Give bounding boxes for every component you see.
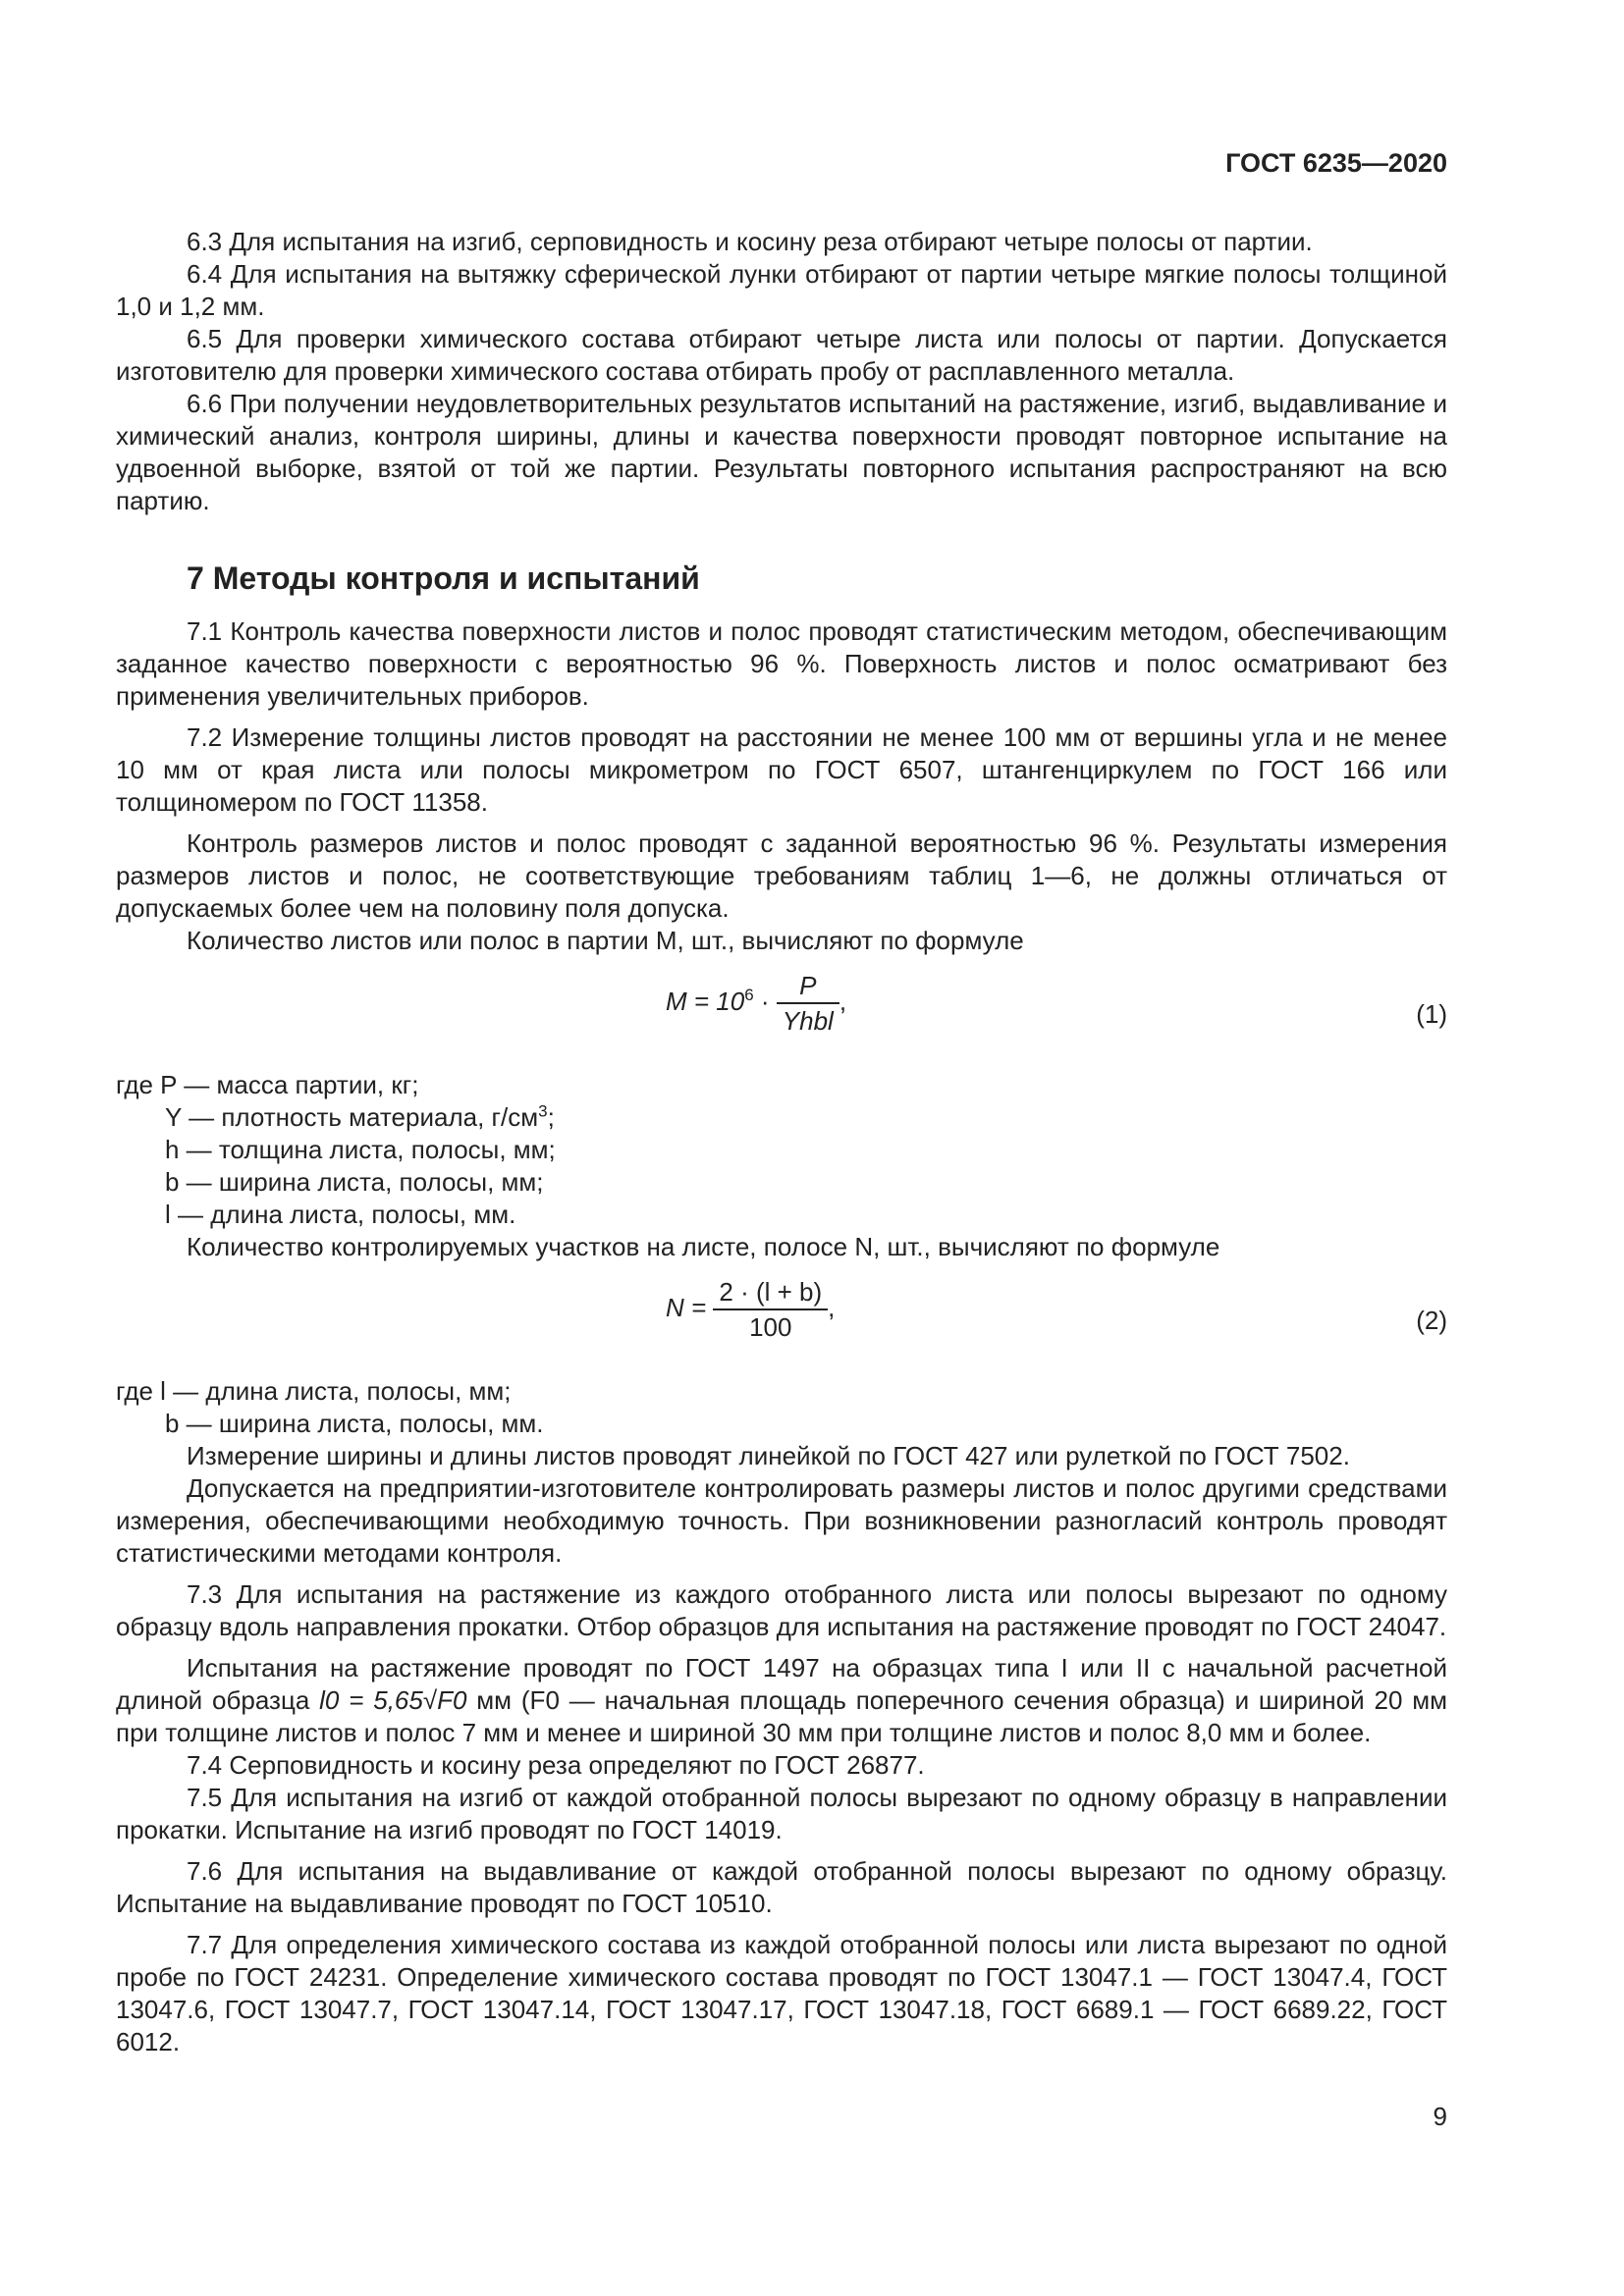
paragraph-width-measurement: Измерение ширины и длины листов проводят линейкой по ГОСТ 427 или рулеткой по ГОСТ 7502. <box>187 1441 1350 1470</box>
where-1-h: h — толщина листа, полосы, мм; <box>165 1135 556 1164</box>
where-1-b: b — ширина листа, полосы, мм; <box>165 1167 544 1197</box>
formula-2 <box>116 1277 1447 1363</box>
formula-2-fraction <box>713 1277 828 1342</box>
where-1-y-sup: 3 <box>538 1101 548 1121</box>
where-1-p: где P — масса партии, кг; <box>116 1070 419 1099</box>
paragraph-6-6: 6.6 При получении неудовлетворительных результатов испытаний на растяжение, изгиб, выдавливание и химический анализ, контроля ширины, длины и качества поверхности проводят повторное испытание на удвоенной выборке, взятой от той же партии. Результаты повторного испытания распространяют на всю партию. <box>116 389 1447 515</box>
count2-formula-intro: Количество контролируемых участков на листе, полосе N, шт., вычисляют по формуле <box>187 1232 1220 1261</box>
tension-test-end: мм (F0 — начальная площадь поперечного сечения образца) и шириной 20 мм при толщине листов и полос 7 мм и менее и шириной 30 мм при толщине листов и полос 8,0 мм и более. <box>116 1685 1447 1747</box>
formula-1-dot: · <box>753 986 777 1016</box>
tension-test-start: Испытания на растяжение проводят по ГОСТ 1497 на образцах типа I или II с начальной расчетной длиной образца <box>116 1653 1447 1715</box>
formula-1-numerator: P <box>777 971 839 1004</box>
gauge-length-formula: l0 = 5,65√F0 <box>319 1685 467 1715</box>
formula-1-lhs: M = 10 <box>666 986 745 1016</box>
paragraph-7-3-tension-test <box>116 1652 1447 1749</box>
paragraph-7-2-size-control: Контроль размеров листов и полос проводят с заданной вероятностью 96 %. Результаты измерения размеров листов и полос, не соответствующие требованиям таблиц 1—6, не должны отличаться от допускаемых более чем на половину поля допуска. <box>116 828 1447 923</box>
where-1-l: l — длина листа, полосы, мм. <box>165 1200 516 1229</box>
paragraph-7-5: 7.5 Для испытания на изгиб от каждой отобранной полосы вырезают по одному образцу в направлении прокатки. Испытание на изгиб проводят по ГОСТ 14019. <box>116 1783 1447 1844</box>
document-code-header: ГОСТ 6235—2020 <box>1225 148 1447 178</box>
where-1-y-tail: ; <box>547 1102 555 1132</box>
count-formula-intro: Количество листов или полос в партии M, шт., вычисляют по формуле <box>187 926 1024 955</box>
formula-2-numerator: 2 · (l + b) <box>713 1277 828 1310</box>
formula-2-expression <box>666 1277 835 1342</box>
page-content <box>116 226 1447 2058</box>
formula-1-denominator: Yhbl <box>782 1006 834 1036</box>
where-1-y-text: Y — плотность материала, г/см <box>165 1102 539 1132</box>
formula-1-exponent: 6 <box>744 986 754 1005</box>
paragraph-7-7: 7.7 Для определения химического состава из каждой отобранной полосы или листа вырезают по одной пробе по ГОСТ 24231. Определение химического состава проводят по ГОСТ 13047.1 — ГОСТ 13047.4, ГОСТ 13047.6, ГОСТ 13047.7, ГОСТ 13047.14, ГОСТ 13047.17, ГОСТ 13047.18, ГОСТ 6689.1 — ГОСТ 6689.22, ГОСТ 6012. <box>116 1930 1447 2056</box>
where-2-b: b — ширина листа, полосы, мм. <box>165 1409 544 1438</box>
section-7-heading: 7 Методы контроля и испытаний <box>187 561 700 596</box>
formula-1-fraction <box>777 971 839 1036</box>
where-2-l: где l — длина листа, полосы, мм; <box>116 1376 512 1406</box>
formula-1 <box>116 971 1447 1057</box>
paragraph-7-1: 7.1 Контроль качества поверхности листов и полос проводят статистическим методом, обеспечивающим заданное качество поверхности с вероятностью 96 %. Поверхность листов и полос осматривают без применения увеличительных приборов. <box>116 616 1447 711</box>
formula-1-number: (1) <box>1416 999 1447 1029</box>
formula-2-lhs: N = <box>666 1292 714 1322</box>
paragraph-7-3: 7.3 Для испытания на растяжение из каждого отобранного листа или полосы вырезают по одному образцу вдоль направления прокатки. Отбор образцов для испытания на растяжение проводят по ГОСТ 24047. <box>116 1579 1447 1641</box>
formula-1-expression <box>666 971 846 1036</box>
page-number: 9 <box>1433 2102 1447 2131</box>
paragraph-7-2: 7.2 Измерение толщины листов проводят на расстоянии не менее 100 мм от вершины угла и не менее 10 мм от края листа или полосы микрометром по ГОСТ 6507, штангенциркулем по ГОСТ 166 или толщиномером по ГОСТ 11358. <box>116 722 1447 817</box>
paragraph-6-3: 6.3 Для испытания на изгиб, серповидность и косину реза отбирают четыре полосы от партии. <box>187 227 1313 256</box>
formula-2-number: (2) <box>1416 1306 1447 1335</box>
formula-2-denominator: 100 <box>749 1312 792 1342</box>
paragraph-6-5: 6.5 Для проверки химического состава отбирают четыре листа или полосы от партии. Допускается изготовителю для проверки химического состава отбирать пробу от расплавленного металла. <box>116 324 1447 386</box>
paragraph-6-4: 6.4 Для испытания на вытяжку сферической лунки отбирают от партии четыре мягкие полосы толщиной 1,0 и 1,2 мм. <box>116 259 1447 321</box>
paragraph-7-6: 7.6 Для испытания на выдавливание от каждой отобранной полосы вырезают по одному образцу. Испытание на выдавливание проводят по ГОСТ 10510. <box>116 1856 1447 1918</box>
where-1-y <box>116 1101 1447 1134</box>
paragraph-7-4: 7.4 Серповидность и косину реза определяют по ГОСТ 26877. <box>187 1750 925 1780</box>
formula-1-tail: , <box>839 986 847 1016</box>
paragraph-allowed-instruments: Допускается на предприятии-изготовителе контролировать размеры листов и полос другими средствами измерения, обеспечивающими необходимую точность. При возникновении разногласий контроль проводят статистическими методами контроля. <box>116 1473 1447 1568</box>
formula-2-tail: , <box>828 1292 836 1322</box>
